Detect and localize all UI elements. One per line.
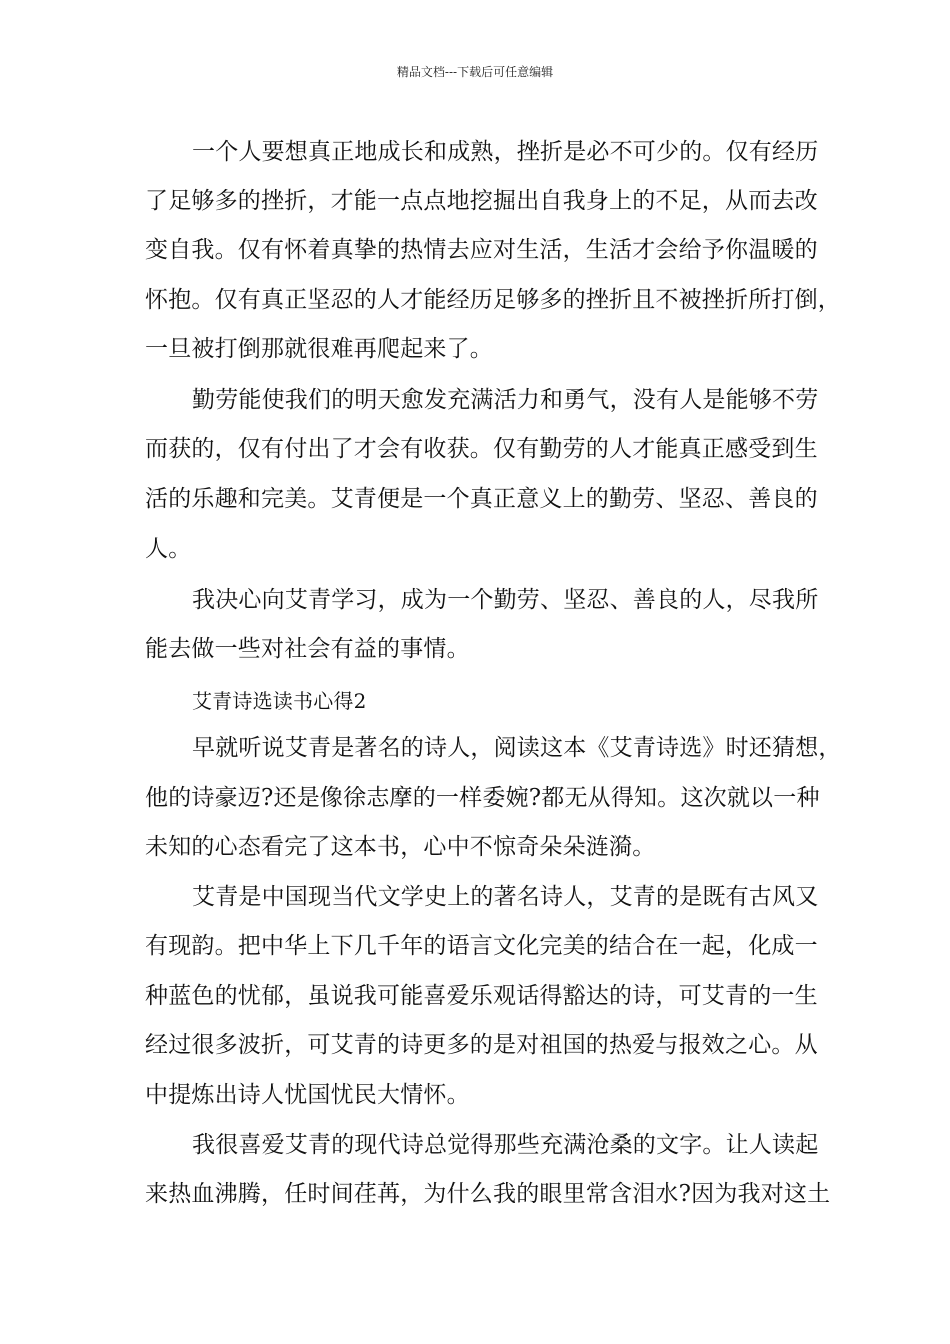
text-line: 而获的，仅有付出了才会有收获。仅有勤劳的人才能真正感受到生	[145, 436, 818, 462]
text-line: 了足够多的挫折，才能一点点地挖掘出自我身上的不足，从而去改	[145, 188, 818, 214]
text-line: 变自我。仅有怀着真挚的热情去应对生活，生活才会给予你温暖的	[145, 237, 818, 263]
text-line: 我很喜爱艾青的现代诗总觉得那些充满沧桑的文字。让人读起	[192, 1132, 819, 1158]
text-line: 我决心向艾青学习，成为一个勤劳、坚忍、善良的人，尽我所	[192, 587, 819, 613]
section-heading: 艾青诗选读书心得2	[192, 689, 367, 713]
text-line: 人。	[145, 536, 192, 562]
text-line: 他的诗豪迈?还是像徐志摩的一样委婉?都无从得知。这次就以一种	[145, 785, 820, 811]
text-line: 活的乐趣和完美。艾青便是一个真正意义上的勤劳、坚忍、善良的	[145, 486, 818, 512]
text-line: 中提炼出诗人忧国忧民大情怀。	[145, 1082, 470, 1108]
text-line: 未知的心态看完了这本书，心中不惊奇朵朵涟漪。	[145, 834, 656, 860]
text-line: 经过很多波折，可艾青的诗更多的是对祖国的热爱与报效之心。从	[145, 1032, 818, 1058]
text-line: 有现韵。把中华上下几千年的语言文化完美的结合在一起，化成一	[145, 933, 818, 959]
text-line: 艾青是中国现当代文学史上的著名诗人，艾青的是既有古风又	[192, 884, 819, 910]
text-line: 早就听说艾青是著名的诗人，阅读这本《艾青诗选》时还猜想，	[192, 735, 842, 761]
page-header: 精品文档---下载后可任意编辑	[396, 65, 554, 79]
text-line: 能去做一些对社会有益的事情。	[145, 636, 470, 662]
text-line: 怀抱。仅有真正坚忍的人才能经历足够多的挫折且不被挫折所打倒，	[145, 287, 841, 313]
text-line: 勤劳能使我们的明天愈发充满活力和勇气，没有人是能够不劳	[192, 387, 819, 413]
text-line: 来热血沸腾，任时间荏苒，为什么我的眼里常含泪水?因为我对这土	[145, 1181, 831, 1207]
text-line: 一个人要想真正地成长和成熟，挫折是必不可少的。仅有经历	[192, 139, 819, 165]
text-line: 一旦被打倒那就很难再爬起来了。	[145, 336, 493, 362]
text-line: 种蓝色的忧郁，虽说我可能喜爱乐观话得豁达的诗，可艾青的一生	[145, 983, 818, 1009]
